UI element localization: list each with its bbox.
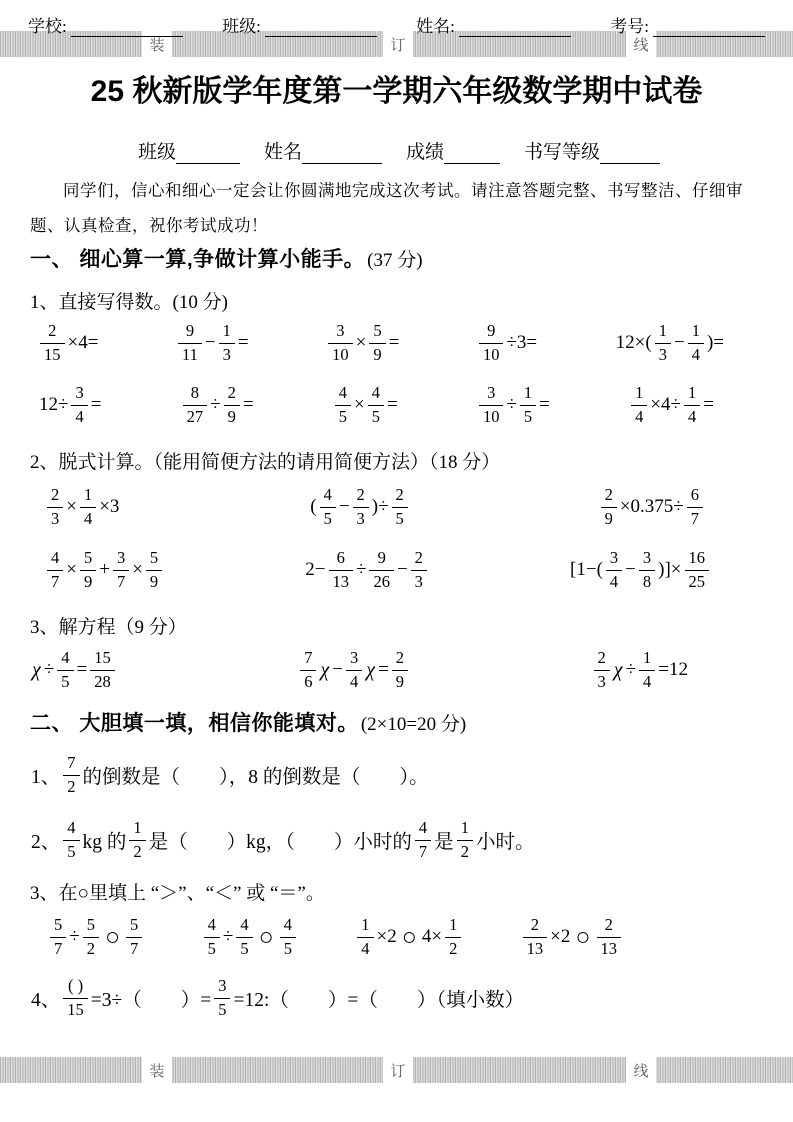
fill-item-1-text — [30, 755, 430, 795]
fraction: $\frac{1}{4}$ — [639, 650, 655, 690]
info-score-label: 成绩 — [406, 142, 445, 163]
math-text: × — [355, 332, 367, 353]
math-expression — [304, 550, 429, 590]
math-text: 4× — [421, 926, 443, 947]
fraction: $\frac{5}{9}$ — [146, 550, 162, 590]
fraction: $\frac{3}{10}$ — [328, 323, 353, 363]
math-text: − — [338, 496, 350, 517]
q2-row1 — [45, 482, 705, 532]
fraction: $\frac{4}{5}$ — [335, 385, 351, 425]
fraction: $\frac{3}{4}$ — [346, 650, 362, 690]
name-label: 姓名: — [416, 17, 455, 36]
math-text: =3÷（ ）= — [90, 990, 212, 1011]
info-class-label: 班级 — [138, 142, 177, 163]
q2-label: 2、脱式计算。（能用简便方法的请用简便方法）（18 分） — [30, 452, 501, 473]
variable-chi: χ — [613, 658, 623, 681]
binding-label-xian: 线 — [626, 1057, 656, 1083]
math-expression — [629, 385, 715, 425]
fill-item-3-label: 3、在○里填上 “＞”、“＜” 或 “＝”。 — [30, 883, 325, 904]
fraction: $\frac{1}{3}$ — [219, 323, 235, 363]
fraction: $\frac{9}{10}$ — [479, 323, 504, 363]
fraction: $\frac{5}{9}$ — [369, 323, 385, 363]
intro-text: 同学们，信心和细心一定会让你圆满地完成这次考试。请注意答题完整、书写整洁、仔细审题、认真检查，祝你考试成功！ — [30, 181, 743, 235]
q1-row1 — [38, 318, 725, 368]
fill-item-1 — [30, 755, 430, 795]
variable-chi: χ — [32, 658, 41, 681]
fraction: $\frac{3}{5}$ — [214, 978, 230, 1018]
math-expression — [181, 385, 255, 425]
fraction: $\frac{2}{3}$ — [411, 550, 427, 590]
math-text: − — [396, 559, 408, 580]
comparison-circle: ○ — [104, 923, 121, 951]
exam-number-field — [610, 12, 765, 37]
q3-row — [30, 645, 689, 695]
math-text: 是 — [434, 832, 454, 853]
fraction: $\frac{5}{9}$ — [80, 550, 96, 590]
fraction: $\frac{1}{4}$ — [631, 385, 647, 425]
math-text: ÷ — [69, 926, 80, 947]
fraction: $\frac{2}{5}$ — [392, 487, 408, 527]
fraction: $\frac{2}{3}$ — [353, 487, 369, 527]
variable-chi: χ — [366, 658, 376, 681]
info-handwriting-blank — [600, 144, 660, 164]
info-class-blank — [176, 144, 240, 164]
school-blank-line — [71, 19, 183, 37]
q1-row2 — [38, 380, 715, 430]
math-text: )÷ — [371, 496, 389, 517]
math-expression — [615, 323, 725, 363]
math-expression — [45, 550, 164, 590]
fill-item-2 — [30, 820, 535, 860]
math-text: ÷ — [43, 659, 55, 680]
name-blank-line — [459, 19, 571, 37]
math-text: ×4= — [67, 332, 99, 353]
math-text: − — [332, 659, 343, 680]
info-line — [138, 137, 660, 164]
equation — [30, 650, 117, 690]
fill-item-4-text — [30, 978, 525, 1018]
fraction: $\frac{4}{5}$ — [63, 820, 79, 860]
fraction: $\frac{1}{4}$ — [684, 385, 700, 425]
section1-score: (37 分) — [367, 250, 423, 271]
math-expression — [599, 487, 705, 527]
math-text: 小时。 — [475, 832, 535, 853]
math-text: ÷ — [625, 659, 637, 680]
math-text: ×2 — [550, 926, 571, 947]
fraction: $\frac{5}{2}$ — [83, 917, 99, 957]
fraction: $\frac{4}{7}$ — [47, 550, 63, 590]
math-expression — [309, 487, 410, 527]
info-score-blank — [444, 144, 500, 164]
math-expression — [38, 323, 99, 363]
fraction: $\frac{1}{2}$ — [445, 917, 461, 957]
fraction: $\frac{2}{9}$ — [392, 650, 408, 690]
math-text: = — [703, 394, 714, 415]
math-text: kg 的 — [82, 832, 127, 853]
math-text: )]× — [658, 559, 682, 580]
math-text: 是（ ）kg，（ ）小时的 — [148, 832, 412, 853]
math-expression — [45, 487, 120, 527]
info-handwriting-label: 书写等级 — [524, 142, 601, 163]
fraction: $\frac{3}{4}$ — [606, 550, 622, 590]
exam-number-label: 考号: — [610, 17, 649, 36]
fill-item-4 — [30, 978, 525, 1018]
math-expression — [477, 323, 538, 363]
fraction: $\frac{1}{3}$ — [655, 323, 671, 363]
class-label: 班级: — [222, 17, 261, 36]
fraction: $\frac{6}{7}$ — [687, 487, 703, 527]
school-label: 学校: — [28, 17, 67, 36]
binding-label-xian: 线 — [626, 31, 656, 57]
info-class-field — [138, 137, 240, 164]
math-text: × — [132, 559, 143, 580]
fraction: $\frac{2}{15}$ — [40, 323, 65, 363]
math-text: 1、 — [31, 767, 61, 788]
fraction: $\frac{1}{4}$ — [80, 487, 96, 527]
comparison-circle: ○ — [575, 923, 591, 951]
math-text: 12×( — [615, 332, 652, 353]
fraction: $\frac{2}{13}$ — [597, 917, 622, 957]
math-text: =12 — [658, 659, 688, 680]
math-expression — [477, 385, 551, 425]
info-name-label: 姓名 — [264, 142, 303, 163]
fraction: $\frac{2}{9}$ — [224, 385, 240, 425]
section1-heading — [30, 243, 423, 273]
fraction: $\frac{4}{5}$ — [57, 650, 73, 690]
math-text: 2− — [305, 559, 326, 580]
math-text: + — [99, 559, 110, 580]
binding-label-ding: 订 — [383, 1057, 413, 1083]
class-blank-line — [265, 19, 377, 37]
section2-score: (2×10=20 分) — [360, 714, 467, 735]
class-field — [222, 12, 377, 37]
section2-heading — [30, 707, 466, 737]
info-name-field — [264, 137, 382, 164]
section2-title: 二、 大胆填一填，相信你能填对。 — [30, 712, 359, 735]
variable-chi: χ — [320, 658, 330, 681]
math-text: = — [237, 332, 249, 353]
fraction: $\frac{1}{4}$ — [357, 917, 373, 957]
fraction: $\frac{3}{4}$ — [71, 385, 87, 425]
binding-strip-bottom — [0, 1057, 793, 1083]
fraction: $\frac{4}{5}$ — [236, 917, 252, 957]
math-text: [1−( — [570, 559, 603, 580]
math-text: ÷ — [222, 926, 234, 947]
fraction: $\frac{4}{7}$ — [415, 820, 431, 860]
fraction: $\frac{1}{2}$ — [457, 820, 473, 860]
comparison-circle: ○ — [258, 923, 274, 951]
math-expression — [333, 385, 399, 425]
math-text: ÷ — [356, 559, 367, 580]
name-field — [416, 12, 571, 37]
fraction: $\frac{2}{13}$ — [523, 917, 548, 957]
math-text: ×2 — [376, 926, 397, 947]
math-text: 的倒数是（ ），8 的倒数是（ ）。 — [82, 767, 429, 788]
math-text: = — [76, 659, 88, 680]
math-text: = — [387, 394, 398, 415]
fraction: $\frac{( )}{15}$ — [63, 978, 88, 1018]
math-text: ÷3= — [506, 332, 538, 353]
fraction: $\frac{16}{25}$ — [685, 550, 710, 590]
info-handwriting-field — [524, 137, 660, 164]
math-text: = — [90, 394, 102, 415]
comparison-expression — [202, 917, 298, 957]
fraction: $\frac{6}{13}$ — [329, 550, 354, 590]
fraction: $\frac{1}{2}$ — [129, 820, 145, 860]
q1-label: 1、直接写得数。(10 分) — [30, 292, 228, 313]
comparison-expression — [521, 917, 623, 957]
math-text: × — [66, 496, 77, 517]
math-text: ×0.375÷ — [619, 496, 684, 517]
math-expression — [176, 323, 250, 363]
binding-label-zhuang: 装 — [142, 1057, 172, 1083]
fraction: $\frac{4}{5}$ — [368, 385, 384, 425]
fill-item-2-text — [30, 820, 535, 860]
math-text: ( — [310, 496, 317, 517]
fraction: $\frac{3}{8}$ — [639, 550, 655, 590]
fraction: $\frac{8}{27}$ — [183, 385, 208, 425]
math-text: =12:（ ）=（ ）（填小数） — [233, 990, 525, 1011]
fraction: $\frac{7}{6}$ — [300, 650, 316, 690]
math-text: = — [242, 394, 254, 415]
math-text: = — [388, 332, 400, 353]
school-field — [28, 12, 183, 37]
math-text: 12÷ — [39, 394, 69, 415]
fraction: $\frac{5}{7}$ — [126, 917, 142, 957]
comparison-row — [48, 912, 623, 962]
info-score-field — [406, 137, 500, 164]
fraction: $\frac{1}{5}$ — [520, 385, 536, 425]
fraction: $\frac{3}{7}$ — [113, 550, 129, 590]
comparison-circle: ○ — [401, 923, 417, 951]
fraction: $\frac{4}{5}$ — [204, 917, 220, 957]
math-text: = — [378, 659, 389, 680]
binding-label-zhuang: 装 — [142, 31, 172, 57]
comparison-expression — [48, 917, 144, 957]
math-text: − — [625, 559, 636, 580]
math-text: ×4÷ — [650, 394, 681, 415]
section1-title: 一、 细心算一算,争做计算小能手。 — [30, 248, 366, 271]
page-title: 25 秋新版学年度第一学期六年级数学期中试卷 — [90, 75, 703, 108]
fraction: $\frac{2}{9}$ — [601, 487, 617, 527]
fraction: $\frac{4}{5}$ — [320, 487, 336, 527]
math-text: 4、 — [31, 990, 61, 1011]
exam-number-blank-line — [653, 19, 765, 37]
math-text: × — [354, 394, 365, 415]
equation — [592, 650, 689, 690]
math-expression — [326, 323, 400, 363]
fraction: $\frac{2}{3}$ — [594, 650, 610, 690]
q3-label: 3、解方程（9 分） — [30, 617, 187, 638]
fraction: $\frac{7}{2}$ — [63, 755, 79, 795]
comparison-expression — [355, 917, 463, 957]
fraction: $\frac{5}{7}$ — [50, 917, 66, 957]
math-text: 2、 — [31, 832, 61, 853]
binding-label-ding: 订 — [383, 31, 413, 57]
fraction: $\frac{9}{11}$ — [178, 323, 202, 363]
fraction: $\frac{1}{4}$ — [688, 323, 704, 363]
fraction: $\frac{2}{3}$ — [47, 487, 63, 527]
fraction: $\frac{4}{5}$ — [280, 917, 296, 957]
math-text: − — [204, 332, 216, 353]
fraction: $\frac{15}{28}$ — [90, 650, 115, 690]
info-name-blank — [302, 144, 382, 164]
math-text: ÷ — [210, 394, 221, 415]
math-expression — [569, 550, 711, 590]
math-expression — [38, 385, 102, 425]
fraction: $\frac{3}{10}$ — [479, 385, 504, 425]
math-text: = — [539, 394, 550, 415]
equation — [298, 650, 410, 690]
math-text: ×3 — [99, 496, 120, 517]
fraction: $\frac{9}{26}$ — [369, 550, 394, 590]
math-text: − — [673, 332, 685, 353]
math-text: × — [66, 559, 77, 580]
q2-row2 — [45, 545, 711, 595]
math-text: )= — [706, 332, 724, 353]
header-fields — [0, 12, 793, 37]
math-text: ÷ — [506, 394, 517, 415]
